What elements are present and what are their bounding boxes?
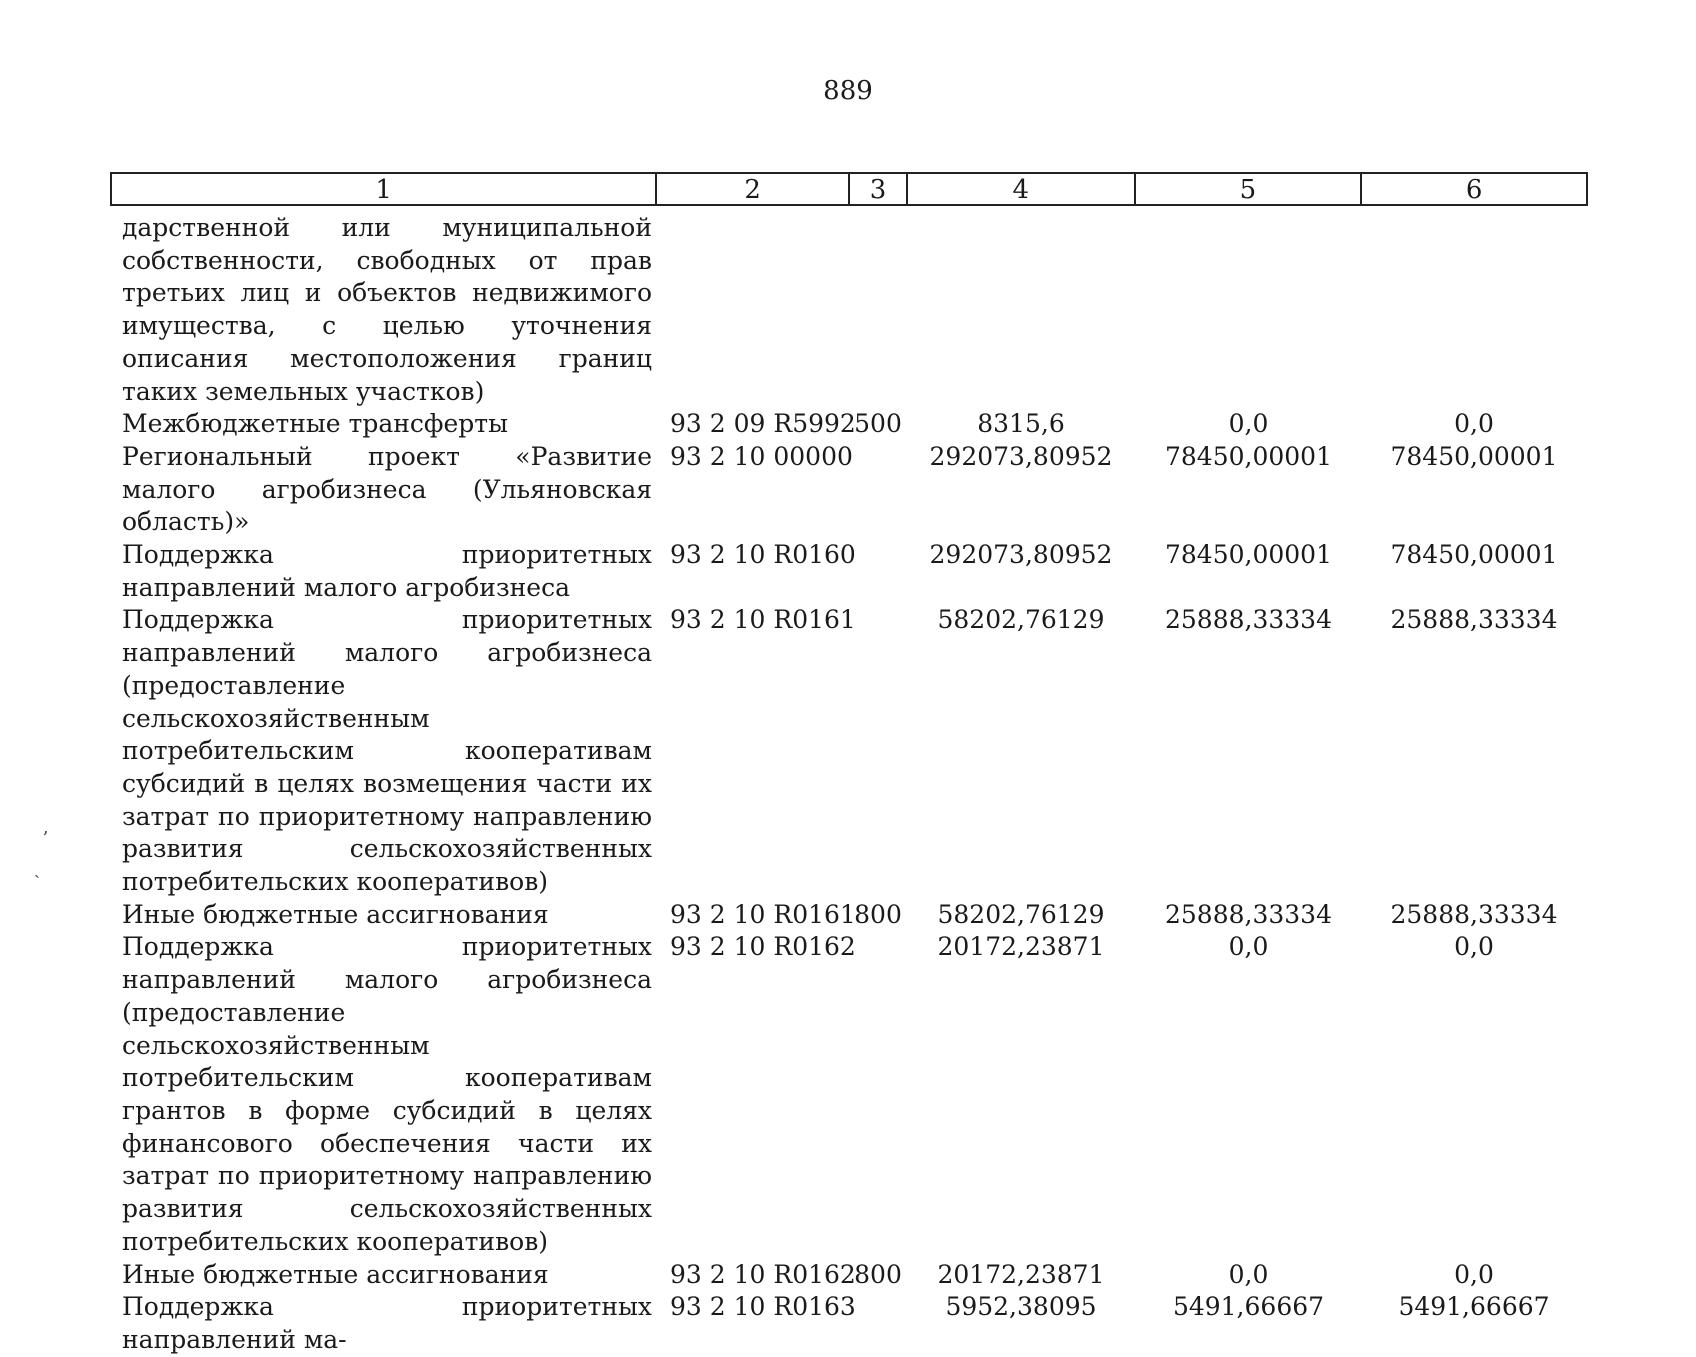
row-code: 93 2 10 R0161: [670, 605, 856, 635]
table-row: [110, 931, 1588, 1258]
row-value-6: 5491,66667: [1398, 1292, 1550, 1322]
row-value-5: 0,0: [1228, 1259, 1269, 1289]
row-name: дарственной или муниципальной собственности, свободных от прав третьих лиц и объектов недвижимого имущества, с целью уточнения описания местоположения границ таких земельных участков): [122, 213, 652, 406]
row-name: Иные бюджетные ассигнования: [122, 1259, 549, 1289]
row-value-4: 20172,23871: [937, 1259, 1105, 1289]
table-row: [110, 899, 1588, 932]
row-value-4: 58202,76129: [937, 899, 1105, 929]
row-value-6: 78450,00001: [1390, 441, 1558, 471]
row-code: 93 2 10 R0160: [670, 540, 856, 570]
scan-mark: ʼ: [42, 828, 48, 849]
row-value-6: 0,0: [1454, 932, 1494, 962]
row-value-4: [907, 212, 1135, 408]
row-vr: [849, 212, 907, 408]
row-value-6: 0,0: [1454, 1259, 1494, 1289]
header-col-2: 2: [657, 174, 850, 204]
row-vr: [849, 441, 907, 539]
header-col-5: 5: [1136, 174, 1363, 204]
table-row: [110, 539, 1588, 604]
row-value-5: 0,0: [1228, 932, 1269, 962]
row-code: 93 2 10 00000: [670, 441, 853, 471]
row-name: Иные бюджетные ассигнования: [122, 899, 549, 929]
row-value-5: 5491,66667: [1172, 1292, 1325, 1322]
row-value-5: [1135, 212, 1362, 408]
row-value-4: 8315,6: [977, 409, 1065, 439]
row-value-6: 0,0: [1454, 409, 1494, 439]
row-value-6: 25888,33334: [1390, 605, 1558, 635]
row-code: 93 2 10 R0162: [670, 932, 856, 962]
row-code: 93 2 10 R0162: [670, 1259, 856, 1289]
page-number: 889: [823, 76, 873, 106]
header-col-1: 1: [112, 174, 657, 204]
table-row: [110, 604, 1588, 898]
row-vr: [849, 931, 907, 1258]
row-value-6: [1362, 212, 1586, 408]
row-code: 93 2 09 R5992: [670, 409, 856, 439]
table-row: [110, 212, 1588, 408]
row-vr: [849, 1291, 907, 1356]
row-vr: 800: [854, 1259, 902, 1289]
row-value-4: 292073,80952: [929, 441, 1113, 471]
row-value-4: 20172,23871: [937, 932, 1105, 962]
table-body: [110, 212, 1588, 1357]
row-value-4: 292073,80952: [929, 540, 1113, 570]
header-col-3: 3: [850, 174, 908, 204]
row-name: Поддержка приоритетных направлений малого агробизнеса (предоставление сельскохозяйственным потребительским кооперативам грантов в форме субсидий в целях финансового обеспечения части их затрат по приоритетному направлению развития сельскохозяйственных потребительских кооперативов): [122, 932, 652, 1256]
row-code: 93 2 10 R0163: [670, 1292, 856, 1322]
row-name: Поддержка приоритетных направлений ма-: [122, 1292, 652, 1354]
scan-mark: ˏ: [34, 858, 40, 879]
row-name: Поддержка приоритетных направлений малого агробизнеса (предоставление сельскохозяйственным потребительским кооперативам субсидий в целях возмещения части их затрат по приоритетному направлению развития сельскохозяйственных потребительских кооперативов): [122, 605, 652, 897]
row-name: Поддержка приоритетных направлений малого агробизнеса: [122, 540, 652, 602]
row-value-4: 5952,38095: [945, 1292, 1097, 1322]
row-value-5: 25888,33334: [1164, 899, 1332, 929]
row-name: Региональный проект «Развитие малого агробизнеса (Ульяновская область)»: [122, 441, 652, 537]
row-value-6: 78450,00001: [1390, 540, 1558, 570]
row-vr: 800: [854, 899, 902, 929]
table-row: [110, 441, 1588, 539]
row-value-5: 25888,33334: [1164, 605, 1332, 635]
row-value-6: 25888,33334: [1390, 899, 1558, 929]
header-col-6: 6: [1465, 175, 1483, 205]
table-row: [110, 1259, 1588, 1292]
header-col-4: 4: [908, 174, 1136, 204]
row-name: Межбюджетные трансферты: [122, 409, 509, 439]
table-header: [110, 172, 1588, 206]
row-vr: 500: [854, 409, 902, 439]
row-value-5: 0,0: [1228, 409, 1269, 439]
row-code: 93 2 10 R0161: [670, 899, 856, 929]
row-value-5: 78450,00001: [1164, 441, 1332, 471]
row-vr: [849, 604, 907, 898]
row-vr: [849, 539, 907, 604]
table-row: [110, 1291, 1588, 1356]
table-row: [110, 408, 1588, 441]
row-code: [656, 212, 849, 408]
row-value-4: 58202,76129: [937, 605, 1105, 635]
row-value-5: 78450,00001: [1164, 540, 1332, 570]
